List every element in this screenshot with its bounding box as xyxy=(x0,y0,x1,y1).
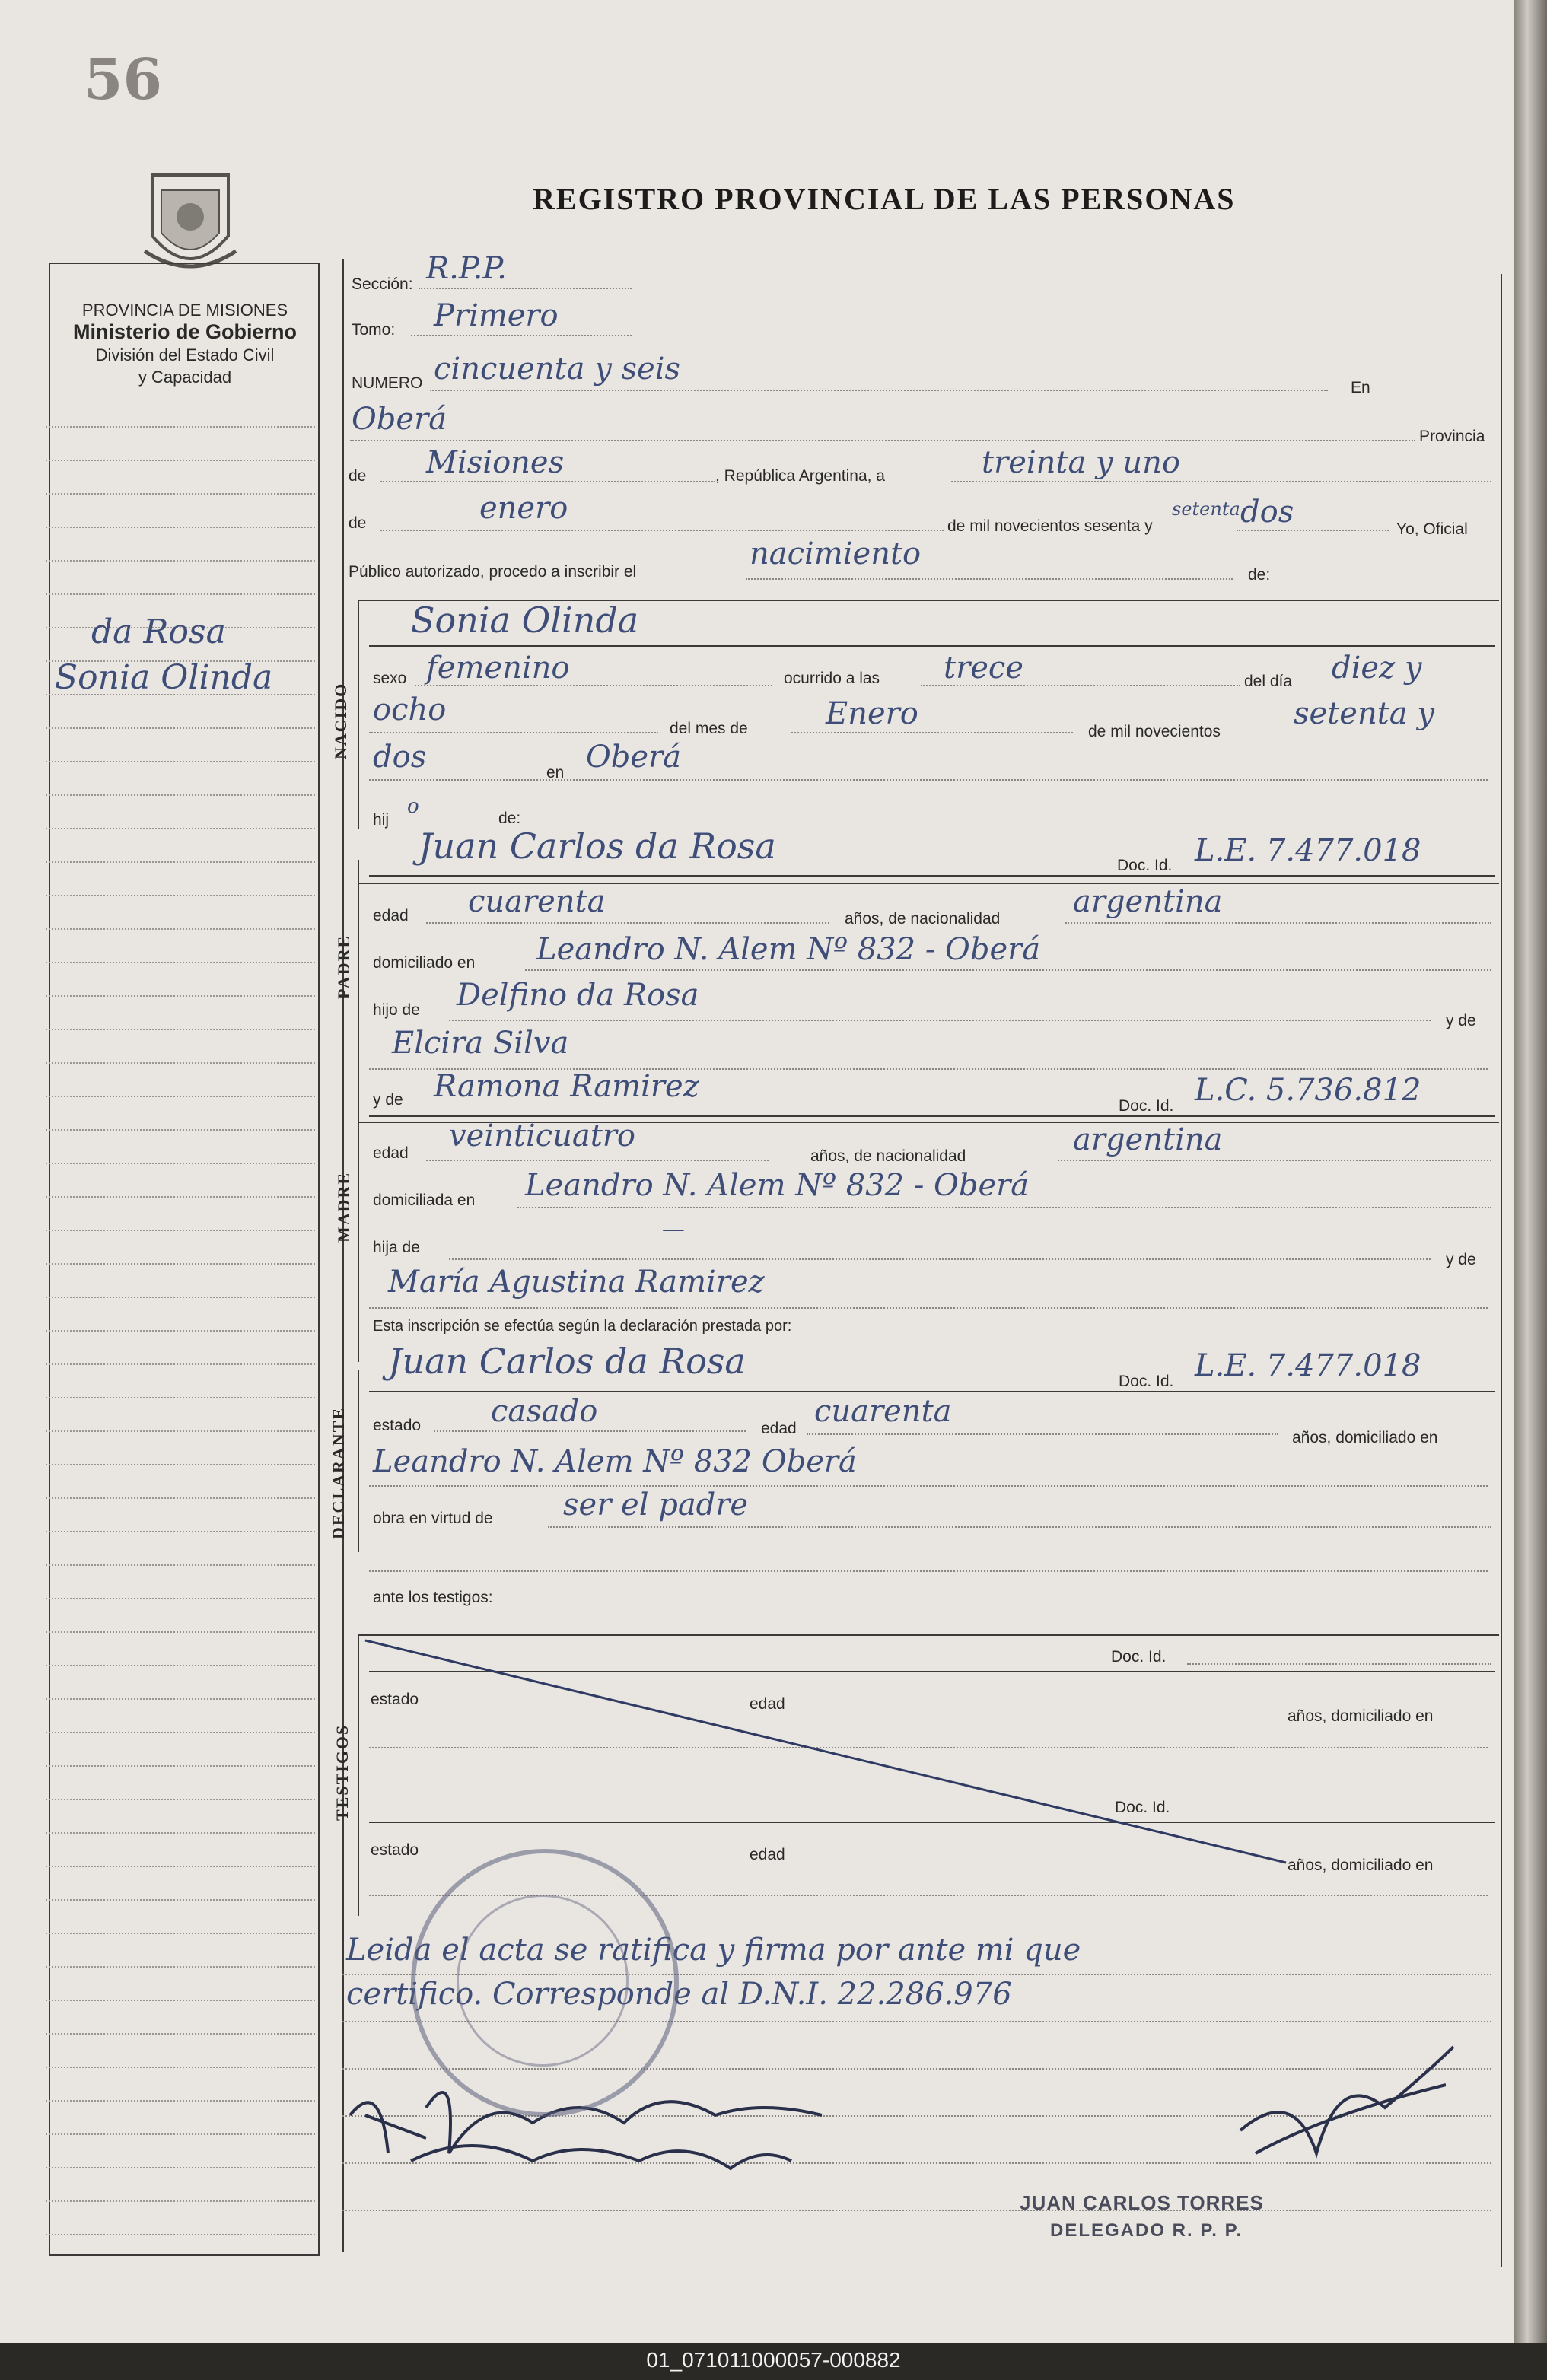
edad-label: edad xyxy=(373,907,409,924)
field-line xyxy=(369,1307,1488,1309)
padre-padre: Delfino da Rosa xyxy=(457,978,699,1013)
margin-ruled-line xyxy=(46,1899,315,1901)
signature-officer xyxy=(1233,2039,1461,2176)
form-border xyxy=(342,259,344,2252)
edad-label: edad xyxy=(750,1846,785,1863)
divider xyxy=(49,262,320,264)
nacido-section-label: NACIDO xyxy=(331,682,350,759)
madre-edad: veinticuatro xyxy=(449,1118,635,1153)
edad-label: edad xyxy=(750,1695,785,1713)
margin-ruled-line xyxy=(46,1263,315,1265)
field-line xyxy=(369,1115,1495,1117)
margin-ruled-line xyxy=(46,1732,315,1733)
hijo-suffix: o xyxy=(407,795,419,818)
ministry-block xyxy=(46,299,324,388)
form-border xyxy=(1501,274,1502,2267)
margin-ruled-line xyxy=(46,1196,315,1198)
ministry-line4: y Capacidad xyxy=(138,368,232,387)
margin-ruled-line xyxy=(46,1330,315,1332)
madre-padre: — xyxy=(662,1216,685,1242)
divider xyxy=(49,2254,320,2256)
margin-ruled-line xyxy=(46,1230,315,1231)
margin-ruled-line xyxy=(46,1163,315,1164)
y-de2-label: y de xyxy=(373,1091,403,1109)
margin-ruled-line xyxy=(46,2000,315,2001)
section-border xyxy=(358,1103,359,1362)
margin-ruled-line xyxy=(46,527,315,528)
margin-ruled-line xyxy=(46,1966,315,1968)
en-label: en xyxy=(546,764,565,781)
margin-ruled-line xyxy=(46,1564,315,1566)
margin-border xyxy=(318,262,320,2256)
margin-ruled-line xyxy=(46,1631,315,1633)
month-value: enero xyxy=(479,491,568,526)
field-line xyxy=(449,1020,1431,1021)
dia-value-cont: ocho xyxy=(373,692,447,727)
margin-ruled-line xyxy=(46,1799,315,1800)
field-line xyxy=(430,390,1328,391)
ministry-line2: Ministerio de Gobierno xyxy=(72,320,298,343)
numero-label: NUMERO xyxy=(352,374,423,392)
margin-note-name: Sonia Olinda xyxy=(55,658,273,697)
margin-ruled-line xyxy=(46,895,315,896)
domicilio-label: domiciliado en xyxy=(373,954,476,972)
de2-label: de xyxy=(349,514,367,532)
field-line xyxy=(951,481,1491,482)
madre-domicilio: Leandro N. Alem Nº 832 - Oberá xyxy=(525,1168,1030,1203)
madre-madre: María Agustina Ramirez xyxy=(388,1265,765,1300)
anio-value-cont: dos xyxy=(373,740,427,775)
margin-ruled-line xyxy=(46,593,315,595)
madre-doc: L.C. 5.736.812 xyxy=(1195,1073,1421,1108)
margin-ruled-line xyxy=(46,1497,315,1499)
margin-ruled-line xyxy=(46,1430,315,1432)
field-line xyxy=(380,530,944,531)
padre-domicilio: Leandro N. Alem Nº 832 - Oberá xyxy=(536,932,1041,967)
dia-value: diez y xyxy=(1332,651,1422,686)
field-line xyxy=(369,645,1495,647)
hijo-de-label: hijo de xyxy=(373,1001,420,1019)
margin-ruled-line xyxy=(46,794,315,796)
image-id-caption: 01_071011000057-000882 xyxy=(646,2348,901,2372)
strike-through-line xyxy=(358,1634,1294,1870)
estado-label: estado xyxy=(371,1841,419,1859)
hija-de-label: hija de xyxy=(373,1239,420,1256)
doc-label: Doc. Id. xyxy=(1111,1648,1167,1666)
field-line xyxy=(342,2210,1491,2211)
margin-ruled-line xyxy=(46,1698,315,1700)
page-number: 56 xyxy=(84,47,162,113)
margin-ruled-line xyxy=(46,727,315,729)
testigos-intro-label: ante los testigos: xyxy=(373,1589,493,1606)
margin-ruled-line xyxy=(46,1866,315,1867)
dia-label: del día xyxy=(1244,673,1293,690)
margin-ruled-line xyxy=(46,761,315,762)
field-line xyxy=(411,335,632,336)
field-line xyxy=(369,732,658,733)
field-line xyxy=(1237,530,1389,531)
field-line xyxy=(807,1433,1278,1435)
page-title: REGISTRO PROVINCIAL DE LAS PERSONAS xyxy=(533,182,1236,216)
edad-label: edad xyxy=(761,1420,797,1437)
ocurrido-label: ocurrido a las xyxy=(784,670,880,687)
declarante-obra: ser el padre xyxy=(563,1488,749,1522)
field-line xyxy=(434,1430,746,1432)
doc-label: Doc. Id. xyxy=(1119,1373,1174,1390)
section-border xyxy=(358,600,359,829)
year-correction: setenta xyxy=(1172,498,1240,520)
padre-madre: Elcira Silva xyxy=(392,1026,569,1061)
nacionalidad-label: años, de nacionalidad xyxy=(845,910,1001,928)
official-seal-inner xyxy=(457,1895,629,2067)
declarante-domicilio: Leandro N. Alem Nº 832 Oberá xyxy=(373,1444,857,1479)
margin-ruled-line xyxy=(46,928,315,930)
field-line xyxy=(525,969,1491,971)
en-label: En xyxy=(1351,379,1370,396)
margin-ruled-line xyxy=(46,1933,315,1934)
margin-ruled-line xyxy=(46,460,315,461)
margin-ruled-line xyxy=(46,1765,315,1767)
margin-ruled-line xyxy=(46,1598,315,1599)
margin-ruled-line xyxy=(46,560,315,562)
margin-ruled-line xyxy=(46,861,315,863)
field-line xyxy=(369,1391,1495,1392)
section-border xyxy=(358,860,359,1118)
margin-ruled-line xyxy=(46,1129,315,1131)
y-de-label: y de xyxy=(1446,1251,1476,1268)
field-line xyxy=(369,1570,1488,1572)
edad-label: edad xyxy=(373,1144,409,1162)
domiciliada-label: domiciliada en xyxy=(373,1192,476,1209)
field-line xyxy=(419,288,632,289)
acto-value: nacimiento xyxy=(750,536,922,571)
declaracion-label: Esta inscripción se efectúa según la declaración prestada por: xyxy=(373,1318,792,1335)
mes-value: Enero xyxy=(826,696,918,731)
margin-ruled-line xyxy=(46,1832,315,1834)
margin-ruled-line xyxy=(46,1096,315,1097)
mes-label: del mes de xyxy=(670,720,748,737)
year-label: de mil novecientos sesenta y xyxy=(947,517,1153,535)
nacido-name: Sonia Olinda xyxy=(411,600,639,641)
field-line xyxy=(415,685,772,686)
padre-section-label: PADRE xyxy=(334,934,353,999)
margin-ruled-line xyxy=(46,493,315,495)
field-line xyxy=(369,875,1495,877)
seccion-label: Sección: xyxy=(352,275,413,293)
madre-nacionalidad: argentina xyxy=(1073,1122,1223,1157)
seccion-value: R.P.P. xyxy=(426,251,507,286)
de3-label: de: xyxy=(1248,566,1271,584)
closing-line1: Leida el acta se ratifica y firma por ante mi que xyxy=(346,1933,1081,1968)
provincia-label: Provincia xyxy=(1419,428,1485,445)
margin-ruled-line xyxy=(46,1464,315,1465)
padre-doc: L.E. 7.477.018 xyxy=(1195,833,1421,868)
doc-label: Doc. Id. xyxy=(1115,1799,1170,1816)
declarante-edad: cuarenta xyxy=(814,1394,952,1429)
tomo-label: Tomo: xyxy=(352,321,396,339)
year-value: dos xyxy=(1240,495,1294,530)
margin-ruled-line xyxy=(46,828,315,829)
field-line xyxy=(746,578,1233,580)
margin-ruled-line xyxy=(46,995,315,997)
field-line xyxy=(369,779,1488,781)
declarante-estado: casado xyxy=(491,1394,598,1429)
place-value: Oberá xyxy=(352,402,447,437)
declarante-section-label: DECLARANTE xyxy=(329,1406,348,1539)
estado-label: estado xyxy=(373,1417,422,1434)
margin-border xyxy=(49,262,50,2256)
margin-ruled-line xyxy=(46,1297,315,1298)
tomo-value: Primero xyxy=(434,298,559,333)
madre-name: Ramona Ramirez xyxy=(434,1069,699,1104)
margin-ruled-line xyxy=(46,2167,315,2168)
field-line xyxy=(350,440,1415,441)
anios-label: años, domiciliado en xyxy=(1288,1707,1434,1725)
de-label: de: xyxy=(498,810,521,827)
anios-label: años, domiciliado en xyxy=(1292,1429,1438,1446)
anio-value: setenta y xyxy=(1294,696,1434,731)
day-value: treinta y uno xyxy=(982,445,1180,480)
officer-name: JUAN CARLOS TORRES xyxy=(1020,2191,1264,2214)
margin-ruled-line xyxy=(46,2200,315,2202)
field-line xyxy=(380,481,715,482)
testigos-section-label: TESTIGOS xyxy=(333,1723,352,1821)
officer-title: DELEGADO R. P. P. xyxy=(1050,2220,1243,2241)
field-line xyxy=(449,1258,1431,1260)
margin-ruled-line xyxy=(46,2100,315,2102)
margin-ruled-line xyxy=(46,2033,315,2035)
field-line xyxy=(426,922,829,924)
margin-ruled-line xyxy=(46,2234,315,2235)
margin-ruled-line xyxy=(46,962,315,963)
obra-label: obra en virtud de xyxy=(373,1510,493,1527)
madre-section-label: MADRE xyxy=(334,1171,353,1242)
sexo-label: sexo xyxy=(373,670,407,687)
closing-line2: certifico. Corresponde al D.N.I. 22.286.976 xyxy=(346,1977,1012,2012)
ministry-line1: PROVINCIA DE MISIONES xyxy=(81,301,288,320)
oficial-label: Yo, Oficial xyxy=(1396,520,1468,538)
estado-label: estado xyxy=(371,1691,419,1708)
margin-ruled-line xyxy=(46,2133,315,2135)
ministry-line3: División del Estado Civil xyxy=(95,345,275,364)
section-border xyxy=(358,1370,359,1552)
field-line xyxy=(517,1207,1491,1208)
de-label: de xyxy=(349,467,367,485)
declarante-name: Juan Carlos da Rosa xyxy=(388,1341,746,1382)
doc-label: Doc. Id. xyxy=(1117,857,1173,874)
doc-label: Doc. Id. xyxy=(1119,1097,1174,1115)
book-edge xyxy=(1514,0,1547,2343)
publico-label: Público autorizado, procedo a inscribir el xyxy=(349,563,637,581)
nacionalidad-label: años, de nacionalidad xyxy=(810,1147,966,1165)
sexo-value: femenino xyxy=(426,651,570,686)
declarante-doc: L.E. 7.477.018 xyxy=(1195,1348,1421,1383)
margin-ruled-line xyxy=(46,1665,315,1666)
hijo-label: hij xyxy=(373,811,390,829)
padre-name: Juan Carlos da Rosa xyxy=(419,826,776,867)
field-line xyxy=(1058,1160,1491,1161)
margin-ruled-line xyxy=(46,1029,315,1030)
margin-ruled-line xyxy=(46,1062,315,1064)
republica-label: , República Argentina, a xyxy=(715,467,885,485)
field-line xyxy=(791,732,1073,733)
margin-ruled-line xyxy=(46,1397,315,1398)
field-line xyxy=(369,1485,1488,1487)
margin-ruled-line xyxy=(46,1531,315,1532)
lugar-value: Oberá xyxy=(586,740,682,775)
padre-edad: cuarenta xyxy=(468,884,606,919)
mil-label: de mil novecientos xyxy=(1088,723,1221,740)
field-line xyxy=(548,1526,1491,1528)
field-line xyxy=(921,685,1240,686)
hora-value: trece xyxy=(944,651,1023,686)
y-de-label: y de xyxy=(1446,1012,1476,1029)
numero-value: cincuenta y seis xyxy=(434,352,681,387)
margin-ruled-line xyxy=(46,2067,315,2068)
field-line xyxy=(1065,922,1491,924)
margin-note-surname: da Rosa xyxy=(91,612,226,651)
anios-label: años, domiciliado en xyxy=(1288,1857,1434,1874)
field-line xyxy=(426,1160,769,1161)
province-value: Misiones xyxy=(426,445,565,480)
margin-ruled-line xyxy=(46,426,315,428)
padre-nacionalidad: argentina xyxy=(1073,884,1223,919)
margin-ruled-line xyxy=(46,1363,315,1365)
